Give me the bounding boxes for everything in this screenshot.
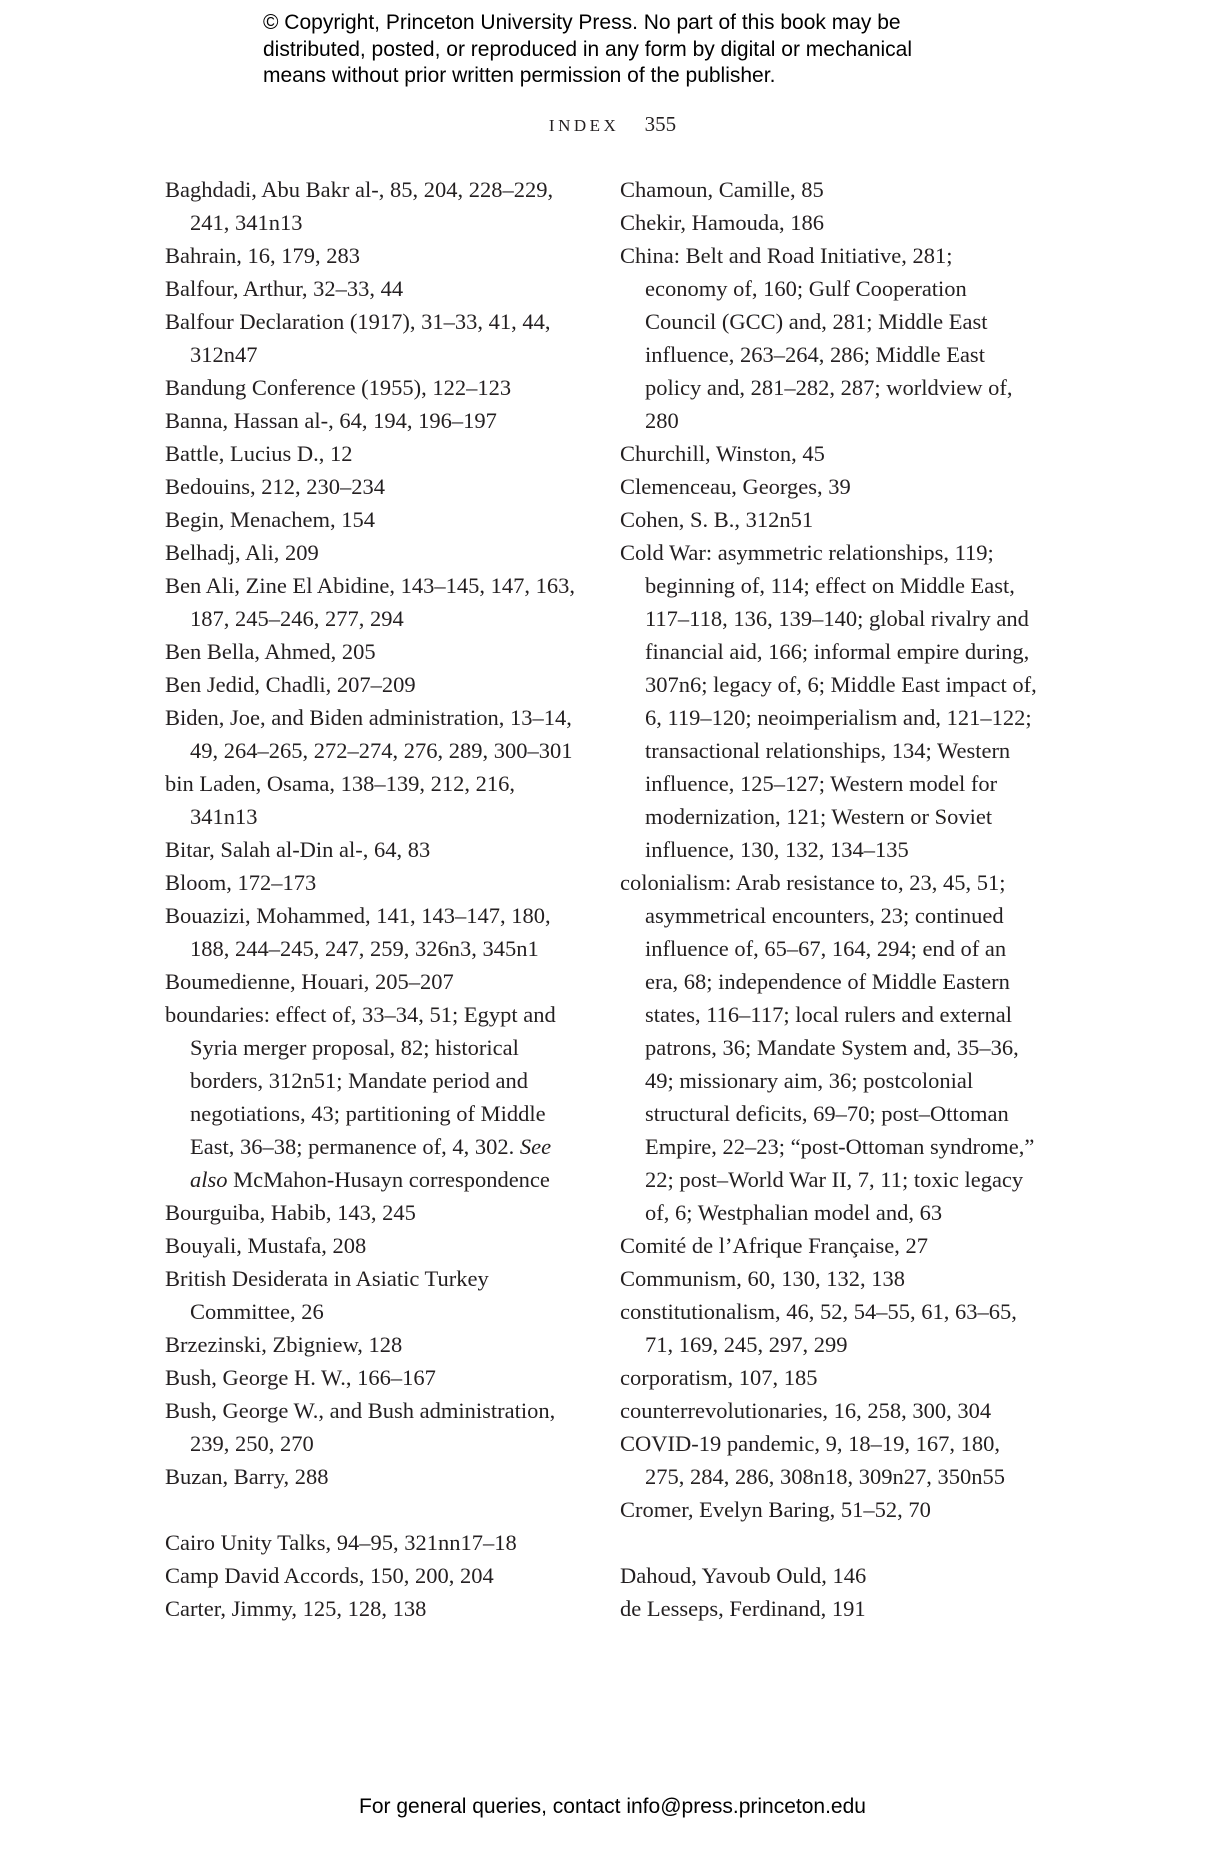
index-entry: Bouyali, Mustafa, 208 bbox=[165, 1233, 367, 1258]
index-entry: boundaries: effect of, 33–34, 51; Egypt and Syria merger proposal, 82; historical borders, 312n51; Mandate period and negotiations, 43; partitioning of Middle East, 36–38; permanence of, 4, 302. See also McMahon-Husayn correspondence bbox=[165, 1002, 556, 1192]
running-head bbox=[0, 112, 1225, 137]
index-entry: Ben Jedid, Chadli, 207–209 bbox=[165, 672, 416, 697]
index-entry: Dahoud, Yavoub Ould, 146 bbox=[620, 1563, 867, 1588]
copyright-line: means without prior written permission of the publisher. bbox=[263, 64, 776, 87]
index-entry: Brzezinski, Zbigniew, 128 bbox=[165, 1332, 403, 1357]
letter-group-gap bbox=[620, 1526, 1040, 1559]
index-entry: British Desiderata in Asiatic Turkey Committee, 26 bbox=[165, 1266, 489, 1324]
index-entry: Bouazizi, Mohammed, 141, 143–147, 180, 188, 244–245, 247, 259, 326n3, 345n1 bbox=[165, 903, 551, 961]
cross-reference: See also bbox=[190, 1134, 552, 1192]
index-entry: Communism, 60, 130, 132, 138 bbox=[620, 1266, 906, 1291]
index-entry: Comité de l’Afrique Française, 27 bbox=[620, 1233, 929, 1258]
index-entry: Balfour Declaration (1917), 31–33, 41, 44, 312n47 bbox=[165, 309, 551, 367]
index-entry: de Lesseps, Ferdinand, 191 bbox=[620, 1596, 866, 1621]
index-entry: China: Belt and Road Initiative, 281; economy of, 160; Gulf Cooperation Council (GCC) and, 281; Middle East influence, 263–264, 286; Middle East policy and, 281–282, 287; worldview of, 280 bbox=[620, 243, 1013, 433]
page-number: 355 bbox=[644, 112, 677, 136]
index-entry: Bush, George W., and Bush administration, 239, 250, 270 bbox=[165, 1398, 556, 1456]
index-entry: Cohen, S. B., 312n51 bbox=[620, 507, 814, 532]
index-entry: Clemenceau, Georges, 39 bbox=[620, 474, 851, 499]
index-entry: Camp David Accords, 150, 200, 204 bbox=[165, 1563, 494, 1588]
index-entry: Belhadj, Ali, 209 bbox=[165, 540, 319, 565]
index-entry: Bahrain, 16, 179, 283 bbox=[165, 243, 360, 268]
index-entry: COVID-19 pandemic, 9, 18–19, 167, 180, 275, 284, 286, 308n18, 309n27, 350n55 bbox=[620, 1431, 1005, 1489]
index-entry: colonialism: Arab resistance to, 23, 45, 51; asymmetrical encounters, 23; continued influence of, 65–67, 164, 294; end of an era, 68; independence of Middle Eastern states, 116–117; local rulers and external patrons, 36; Mandate System and, 35–36, 49; missionary aim, 36; postcolonial structural deficits, 69–70; post–Ottoman Empire, 22–23; “post-Ottoman syndrome,” 22; post–World War II, 7, 11; toxic legacy of, 6; Westphalian model and, 63 bbox=[620, 870, 1035, 1225]
index-entry: bin Laden, Osama, 138–139, 212, 216, 341n13 bbox=[165, 771, 515, 829]
index-entry: Buzan, Barry, 288 bbox=[165, 1464, 329, 1489]
index-entry: constitutionalism, 46, 52, 54–55, 61, 63–65, 71, 169, 245, 297, 299 bbox=[620, 1299, 1017, 1357]
index-entry: Bandung Conference (1955), 122–123 bbox=[165, 375, 512, 400]
index-entry: Bedouins, 212, 230–234 bbox=[165, 474, 386, 499]
index-entry: Banna, Hassan al-, 64, 194, 196–197 bbox=[165, 408, 497, 433]
letter-group-gap bbox=[165, 1493, 575, 1526]
index-entry: Ben Ali, Zine El Abidine, 143–145, 147, 163, 187, 245–246, 277, 294 bbox=[165, 573, 575, 631]
index-entry: Battle, Lucius D., 12 bbox=[165, 441, 353, 466]
index-entry: Bloom, 172–173 bbox=[165, 870, 317, 895]
index-entry: Chekir, Hamouda, 186 bbox=[620, 210, 825, 235]
index-entry: Cold War: asymmetric relationships, 119; beginning of, 114; effect on Middle East, 117–118, 136, 139–140; global rivalry and financial aid, 166; informal empire during, 307n6; legacy of, 6; Middle East impact of, 6, 119–120; neoimperialism and, 121–122; transactional relationships, 134; Western influence, 125–127; Western model for modernization, 121; Western or Soviet influence, 130, 132, 134–135 bbox=[620, 540, 1037, 862]
index-entry: Carter, Jimmy, 125, 128, 138 bbox=[165, 1596, 427, 1621]
index-entry: Begin, Menachem, 154 bbox=[165, 507, 375, 532]
index-entry: Cromer, Evelyn Baring, 51–52, 70 bbox=[620, 1497, 931, 1522]
copyright-line: distributed, posted, or reproduced in any form by digital or mechanical bbox=[263, 37, 913, 61]
index-column-right bbox=[620, 173, 1040, 1625]
index-entry: Bitar, Salah al-Din al-, 64, 83 bbox=[165, 837, 431, 862]
index-entry: Cairo Unity Talks, 94–95, 321nn17–18 bbox=[165, 1530, 517, 1555]
index-column-left bbox=[165, 173, 575, 1625]
copyright-line: © Copyright, Princeton University Press. No part of this book may be bbox=[263, 11, 901, 34]
index-entry: counterrevolutionaries, 16, 258, 300, 304 bbox=[620, 1398, 992, 1423]
copyright-notice bbox=[263, 10, 1023, 90]
index-entry: Chamoun, Camille, 85 bbox=[620, 177, 824, 202]
index-entry: Baghdadi, Abu Bakr al-, 85, 204, 228–229, 241, 341n13 bbox=[165, 177, 554, 235]
index-entry: Churchill, Winston, 45 bbox=[620, 441, 825, 466]
index-entry: Biden, Joe, and Biden administration, 13–14, 49, 264–265, 272–274, 276, 289, 300–301 bbox=[165, 705, 573, 763]
footer-contact: For general queries, contact info@press.princeton.edu bbox=[359, 1795, 866, 1818]
index-entry: Ben Bella, Ahmed, 205 bbox=[165, 639, 376, 664]
index-entry: Boumedienne, Houari, 205–207 bbox=[165, 969, 454, 994]
index-entry: corporatism, 107, 185 bbox=[620, 1365, 818, 1390]
section-label: INDEX bbox=[548, 116, 620, 135]
index-entry: Bush, George H. W., 166–167 bbox=[165, 1365, 436, 1390]
index-entry: Bourguiba, Habib, 143, 245 bbox=[165, 1200, 416, 1225]
index-entry: Balfour, Arthur, 32–33, 44 bbox=[165, 276, 404, 301]
